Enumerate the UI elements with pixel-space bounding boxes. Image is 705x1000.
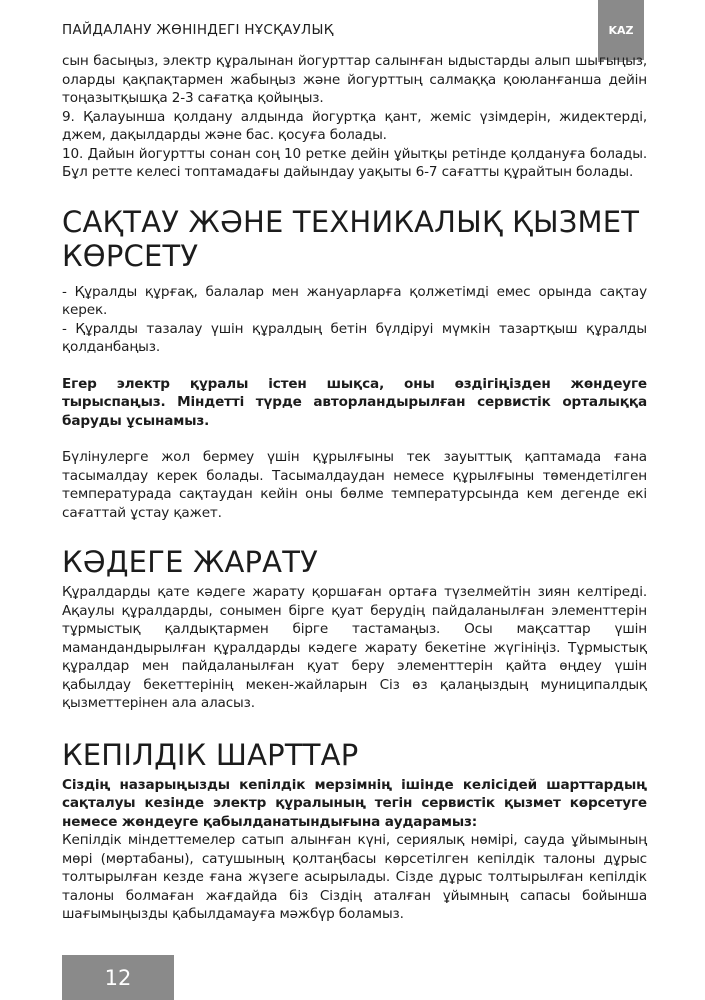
page-content <box>62 52 647 924</box>
transport-note: Бүлінулерге жол бермеу үшін құрылғыны тек зауыттық қаптамада ғана тасымалдау керек болады. Тасымалдаудан немесе құрылғыны төмендетілген температурада сақтаудан кейін оны бөлме температурсында кем дегенде екі сағаттай ұстау қажет. <box>62 449 647 521</box>
storage-heading: САҚТАУ ЖӘНЕ ТЕХНИКАЛЫҚ ҚЫЗМЕТ КӨРСЕТУ <box>62 204 640 273</box>
storage-item-cleaning: - Құралды тазалау үшін құралдың бетін бүлдіруі мүмкін тазартқыш құралды қолданбаңыз. <box>62 320 647 355</box>
intro-step-10: 10. Дайын йогуртты сонан соң 10 ретке дейін ұйытқы ретінде қолдануға болады. Бұл ретте келесі топтамадағы дайындау уақыты 6-7 сағатты құрайтын болады. <box>62 145 647 180</box>
disposal-heading: КӘДЕГЕ ЖАРАТУ <box>62 545 319 579</box>
page-number: 12 <box>62 955 174 1000</box>
warranty-intro: Сіздің назарыңызды кепілдік мерзімнің ішінде келісідей шарттардың сақталуы кезінде электр құралының тегін сервистік қызмет көрсетуге немесе жөндеуге қабылданатындығына аударамыз: <box>62 776 647 830</box>
warranty-text: Кепілдік міндеттемелер сатып алынған күні, сериялық нөмірі, сауда ұйымының мөрі (мөртабаны), сатушының қолтаңбасы көрсетілген кепілдік талоны дұрыс толтырылған кезде ғана жүзеге асырылады. Сізде дұрыс толтырылған кепілдік талоны болмаған жағдайда біз Сіздің аталған ұйымның сапасы бойынша шағымыңызды қабылдамауға мәжбүр боламыз. <box>62 832 647 922</box>
warranty-heading: КЕПІЛДІК ШАРТТАР <box>62 737 359 772</box>
repair-warning: Егер электр құралы істен шықса, оны өздігіңізден жөндеуге тырыспаңыз. Міндетті түрде авторландырылған сервистік орталыққа баруды ұсынамыз. <box>62 375 647 429</box>
language-tab: KAZ <box>598 0 644 60</box>
running-header-title: ПАЙДАЛАНУ ЖӨНІНДЕГІ НҰСҚАУЛЫҚ <box>62 22 334 38</box>
intro-step-9: 9. Қалауынша қолдану алдында йогуртқа қант, жеміс үзімдерін, жидектерді, джем, дақылдарды және бас. қосуға болады. <box>62 108 647 143</box>
storage-item-dry-place: - Құралды құрғақ, балалар мен жануарларға қолжетімді емес орында сақтау керек. <box>62 283 647 318</box>
intro-paragraph: сын басыңыз, электр құралынан йогурттар салынған ыдыстарды алып шығыңыз, оларды қақпақтармен жабыңыз және йогурттың салмаққа қоюланғанша дейін тоңазытқышқа 2-3 сағатқа қойыңыз. <box>62 53 647 106</box>
disposal-text: Құралдарды қате кәдеге жарату қоршаған ортаға түзелмейтін зиян келтіреді. Ақаулы құралдарды, сонымен бірге қуат берудің пайдаланылған элементтерін тұрмыстық қалдықтармен бірге тастамаңыз. Осы мақсаттар үшін мамандандырылған құралдарды кәдеге жарату бекетіне жүгініңіз. Тұрмыстық құралдар мен пайдаланылған қуат беру элементтерін қайта өңдеу үшін қабылдау бекеттерінің мекен-жайларын Сіз өз қалаңыздың муниципалдық қызметтерінен ала аласыз. <box>62 584 647 711</box>
